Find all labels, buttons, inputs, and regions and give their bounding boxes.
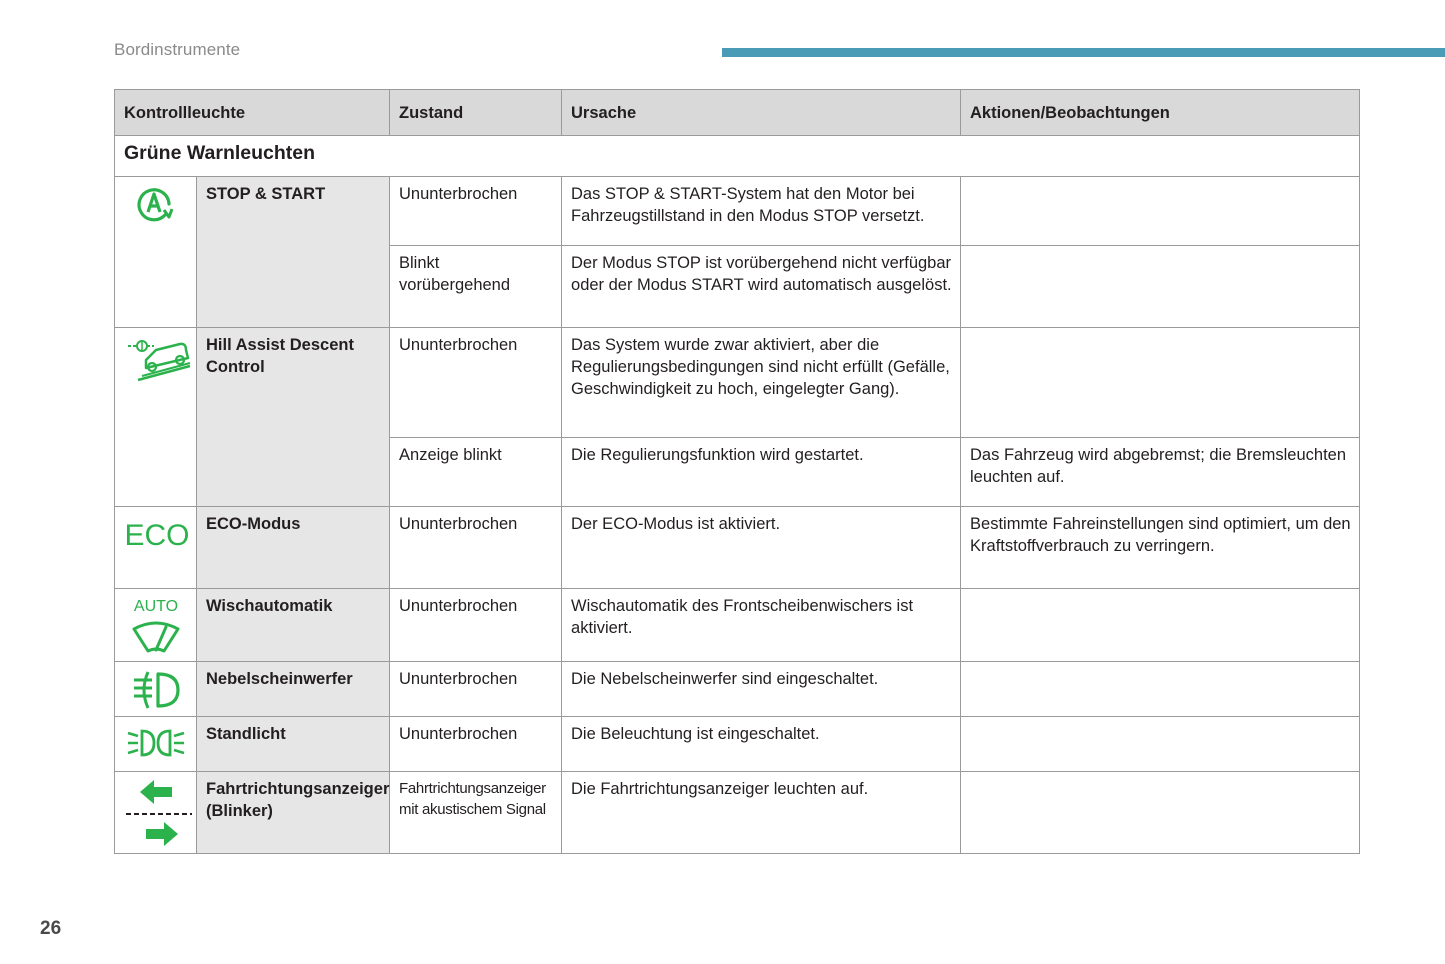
aktion-cell [961,246,1360,328]
ursache-cell: Das STOP & START-System hat den Motor bei Fahrzeugstillstand in den Modus STOP versetzt. [562,177,961,246]
ursache-cell: Der ECO-Modus ist aktiviert. [562,507,961,589]
aktion-cell: Bestimmte Fahreinstellungen sind optimiert, um den Kraftstoffverbrauch zu verringern. [961,507,1360,589]
ursache-cell: Die Regulierungsfunktion wird gestartet. [562,438,961,507]
aktion-cell [961,589,1360,662]
table-row [115,662,1360,717]
zustand-cell: Ununterbrochen [390,177,562,246]
warning-light-name: Hill Assist Descent Control [197,328,390,507]
warning-light-name: Standlicht [197,717,390,772]
ursache-cell: Die Nebelscheinwerfer sind eingeschaltet. [562,662,961,717]
zustand-cell: Blinkt vorübergehend [390,246,562,328]
ursache-cell: Die Beleuchtung ist eingeschaltet. [562,717,961,772]
column-header-kontrollleuchte: Kontrollleuchte [115,90,390,136]
table-row [115,177,1360,246]
side-light-icon [124,723,188,763]
svg-text:AUTO: AUTO [133,598,179,615]
warning-light-name: STOP & START [197,177,390,328]
zustand-cell: Anzeige blinkt [390,438,562,507]
hill-descent-icon [124,334,194,382]
zustand-cell: Ununterbrochen [390,507,562,589]
warning-lights-table [114,89,1360,854]
zustand-cell: Ununterbrochen [390,717,562,772]
svg-text:ECO: ECO [124,519,190,552]
icon-cell [115,589,197,662]
ursache-cell: Der Modus STOP ist vorübergehend nicht verfügbar oder der Modus START wird automatisch ausgelöst. [562,246,961,328]
ursache-cell: Wischautomatik des Frontscheibenwischers ist aktiviert. [562,589,961,662]
running-head: Bordinstrumente [114,40,241,59]
aktion-cell [961,177,1360,246]
table-row [115,772,1360,854]
aktion-cell [961,717,1360,772]
ursache-cell: Die Fahrtrichtungsanzeiger leuchten auf. [562,772,961,854]
icon-cell [115,507,197,589]
aktion-cell: Das Fahrzeug wird abgebremst; die Bremsleuchten leuchten auf. [961,438,1360,507]
column-header-ursache: Ursache [562,90,961,136]
warning-light-name: Wischautomatik [197,589,390,662]
aktion-cell [961,328,1360,438]
zustand-cell: Ununterbrochen [390,328,562,438]
zustand-cell: Ununterbrochen [390,662,562,717]
warning-light-name: ECO-Modus [197,507,390,589]
icon-cell [115,328,197,507]
section-heading-row [115,136,1360,177]
zustand-cell: Fahrtrichtungsanzeiger mit akustischem Signal [390,772,562,854]
aktion-cell [961,662,1360,717]
ursache-cell: Das System wurde zwar aktiviert, aber die Regulierungsbedingungen sind nicht erfüllt (Gefälle, Geschwindigkeit zu hoch, eingelegter Gang). [562,328,961,438]
icon-cell [115,717,197,772]
turn-signal-icon [124,778,194,848]
zustand-cell: Ununterbrochen [390,589,562,662]
eco-icon [124,513,190,553]
table-row [115,328,1360,438]
table-row [115,507,1360,589]
table-row [115,717,1360,772]
aktion-cell [961,772,1360,854]
table-header-row [115,90,1360,136]
icon-cell [115,772,197,854]
stop-start-icon [133,183,179,225]
table-row [115,589,1360,662]
warning-light-name: Fahrtrichtungsanzeiger (Blinker) [197,772,390,854]
column-header-zustand: Zustand [390,90,562,136]
warning-light-name: Nebelscheinwerfer [197,662,390,717]
auto-wiper-icon [126,595,186,657]
section-heading: Grüne Warnleuchten [115,136,1360,177]
page-number: 26 [40,918,62,939]
icon-cell [115,177,197,328]
icon-cell [115,662,197,717]
fog-light-icon [128,668,184,712]
header-accent-bar [722,48,1445,57]
column-header-aktionen: Aktionen/Beobachtungen [961,90,1360,136]
